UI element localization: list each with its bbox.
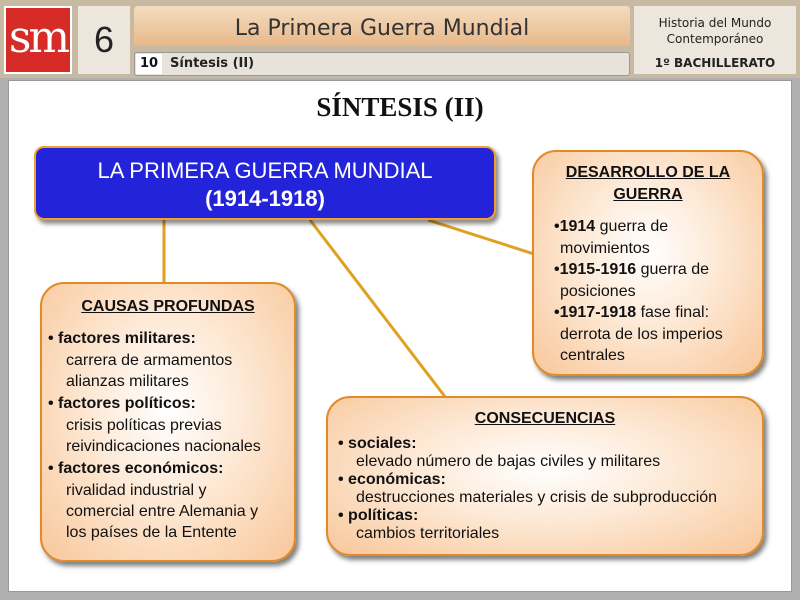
central-topic-dates: (1914-1918) bbox=[205, 186, 325, 211]
course-line-1: Historia del Mundo bbox=[658, 16, 772, 30]
consequences-item: cambios territoriales bbox=[356, 525, 500, 542]
development-item-cont: derrota de los imperios bbox=[560, 326, 723, 343]
development-item-cont: posiciones bbox=[560, 283, 636, 300]
causes-item: reivindicaciones nacionales bbox=[66, 438, 261, 455]
section-title: Síntesis (II) bbox=[170, 56, 255, 71]
causes-item: alianzas militares bbox=[66, 373, 189, 390]
causes-item: comercial entre Alemania y bbox=[66, 503, 259, 520]
consequences-box bbox=[326, 396, 764, 556]
causes-group-label: • factores militares: bbox=[48, 330, 196, 347]
unit-number: 6 bbox=[78, 6, 130, 74]
consequences-group-label: • sociales: bbox=[338, 435, 417, 452]
publisher-logo: sm bbox=[4, 6, 72, 74]
page-title: SÍNTESIS (II) bbox=[316, 92, 484, 122]
consequences-item: elevado número de bajas civiles y militares bbox=[356, 453, 661, 470]
connector-development bbox=[428, 220, 534, 254]
development-item-cont: centrales bbox=[560, 347, 625, 364]
causes-box bbox=[40, 282, 296, 562]
causes-group-label: • factores económicos: bbox=[48, 460, 224, 477]
causes-item: crisis políticas previas bbox=[66, 417, 222, 434]
section-number: 10 bbox=[136, 54, 162, 74]
development-item: •1917-1918 fase final: bbox=[554, 304, 710, 321]
consequences-group-label: • políticas: bbox=[338, 507, 419, 524]
development-heading-line2: GUERRA bbox=[613, 186, 683, 203]
consequences-heading: CONSECUENCIAS bbox=[474, 410, 616, 427]
causes-item: carrera de armamentos bbox=[66, 352, 233, 369]
connector-consequences bbox=[310, 220, 446, 398]
causes-item: rivalidad industrial y bbox=[66, 482, 207, 499]
development-box bbox=[532, 150, 764, 376]
central-topic-title: LA PRIMERA GUERRA MUNDIAL bbox=[97, 158, 433, 183]
development-item: •1914 guerra de bbox=[554, 218, 669, 235]
central-topic-box bbox=[34, 146, 496, 220]
development-item: •1915-1916 guerra de bbox=[554, 261, 710, 278]
course-line-2: Contemporáneo bbox=[666, 32, 764, 46]
causes-heading: CAUSAS PROFUNDAS bbox=[81, 298, 255, 315]
course-level: 1º BACHILLERATO bbox=[654, 56, 776, 70]
causes-group-label: • factores políticos: bbox=[48, 395, 196, 412]
development-heading-line1: DESARROLLO DE LA bbox=[565, 164, 731, 181]
development-item-cont: movimientos bbox=[560, 240, 650, 257]
consequences-item: destrucciones materiales y crisis de subproducción bbox=[356, 489, 718, 506]
causes-item: los países de la Entente bbox=[66, 524, 237, 541]
topic-title: La Primera Guerra Mundial bbox=[234, 16, 530, 41]
consequences-group-label: • económicas: bbox=[338, 471, 446, 488]
